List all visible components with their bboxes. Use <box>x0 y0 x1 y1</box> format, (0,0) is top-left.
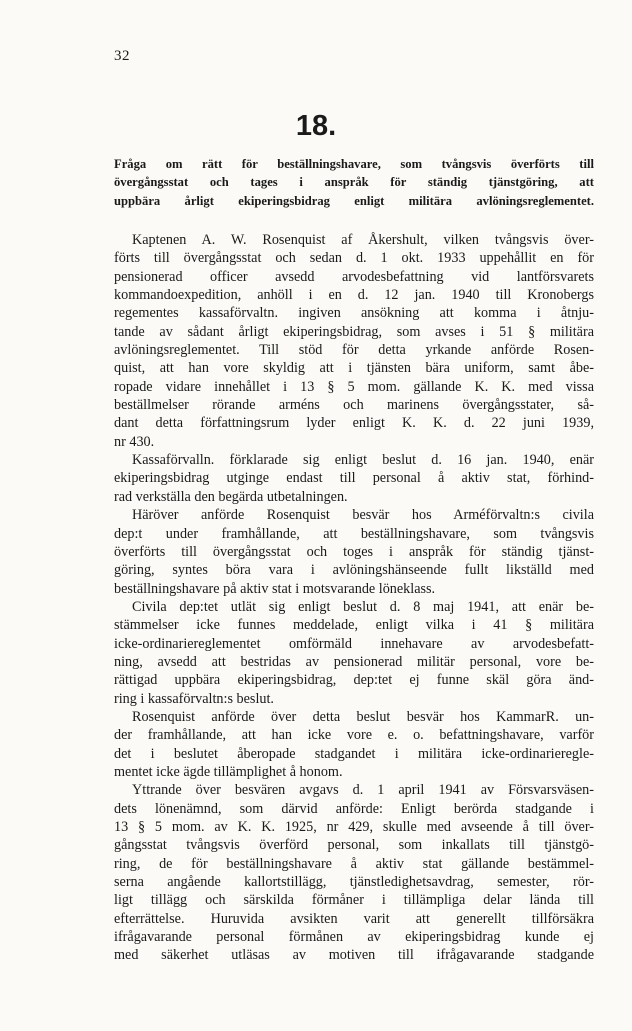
body-line: dant detta författningsrum lyder enligt K. K. d. 22 juni 1939, <box>114 415 594 432</box>
body-text <box>114 231 594 965</box>
body-line: nr 430. <box>114 433 155 450</box>
body-line: dep:t under framhållande, att beställningshavare, som tvångsvis <box>114 525 594 542</box>
body-line: rad verkställa den begärda utbetalningen. <box>114 488 348 505</box>
body-line: ifrågavarande personal förmånen av ekiperingsbidrag kunde ej <box>114 929 594 946</box>
body-line: stämmelser icke funnes meddelade, enligt vilka i 41 § militära <box>114 617 594 634</box>
body-line: kommandoexpedition, anhöll i en d. 12 jan. 1940 till Kronobergs <box>114 287 594 304</box>
body-line: ring, de för beställningshavare å aktiv stat gällande bestämmel- <box>114 855 594 872</box>
body-line: Rosenquist anförde över detta beslut besvär hos KammarR. un- <box>132 708 594 725</box>
body-line: beställningshavare på aktiv stat i motsvarande löneklass. <box>114 580 436 597</box>
body-line: icke-ordinariereglementet omförmäld innehavare av arvodesbefatt- <box>114 635 594 652</box>
body-line: göring, syntes böra vara i avlöningshänseende fullt likställd med <box>114 562 594 579</box>
heading-line: övergångsstat och tages i anspråk för ständig tjänstgöring, att <box>114 175 594 190</box>
body-line: ekiperingsbidrag utginge endast till personal å aktiv stat, förhind- <box>114 470 594 487</box>
body-line: serna angående kallortstillägg, tjänstledighetsavdrag, semester, rör- <box>114 874 594 891</box>
body-line: ropade vidare innehållet i 13 § 5 mom. gällande K. K. med vissa <box>114 378 594 395</box>
body-line: det i beslutet åberopade stadgandet i militära icke-ordinariereglе- <box>114 745 594 762</box>
body-line: mentet icke ägde tillämplighet å honom. <box>114 763 343 780</box>
body-line: med säkerhet utläsas av motiven till ifrågavarande stadgande <box>114 947 594 964</box>
body-line: tande av sådant årligt ekiperingsbidrag, som avses i 51 § militära <box>114 323 594 340</box>
body-line: Yttrande över besvären avgavs d. 1 april 1941 av Försvarsväsen- <box>132 782 594 799</box>
body-line: gångsstat tvångsvis överförd personal, som inkallats till tjänstgö- <box>114 837 594 854</box>
heading-line: Fråga om rätt för beställningshavare, som tvångsvis överförts till <box>114 157 594 171</box>
body-line: ring i kassaförvaltn:s beslut. <box>114 690 274 707</box>
body-line: pensionerad officer avsedd arvodesbefattning vid lantförsvarets <box>114 268 594 285</box>
body-line: ligt tillägg och särskilda förmåner i tillämpliga delar lända till <box>114 892 594 909</box>
body-line: beställmelser rörande arméns och marinens övergångsstater, så- <box>114 397 594 414</box>
body-line: ning, avsedd att bestridas av pensionerad militär personal, vore be- <box>114 653 594 670</box>
page-number: 32 <box>114 48 130 64</box>
body-line: avlöningsreglementet. Till stöd för detta yrkande anförde Rosen- <box>114 342 594 359</box>
body-line: Civila dep:tet utlät sig enligt beslut d. 8 maj 1941, att enär be- <box>132 598 594 615</box>
body-line: förts till övergångsstat och sedan d. 1 okt. 1933 uppehållit en för <box>114 250 594 267</box>
body-line: der framhållande, att han icke vore e. o. befattningshavare, varför <box>114 727 594 744</box>
body-line: 13 § 5 mom. av K. K. 1925, nr 429, skulle med avseende å till över- <box>114 819 594 835</box>
section-heading <box>114 156 594 211</box>
body-line: efterrättelse. Huruvida avsikten varit att generellt tillförsäkra <box>114 910 594 927</box>
body-line: Kassaförvalln. förklarade sig enligt beslut d. 16 jan. 1940, enär <box>132 452 594 469</box>
heading-line: uppbära årligt ekiperingsbidrag enligt militära avlöningsreglementet. <box>114 193 594 208</box>
body-line: rättigad uppbära ekiperingsbidrag, dep:tet ej funne skäl göra änd- <box>114 672 594 689</box>
body-line: överförts till övergångsstat och toges i anspråk för ständig tjänst- <box>114 543 594 560</box>
section-number: 18. <box>295 110 337 142</box>
body-line: Kaptenen A. W. Rosenquist af Åkershult, vilken tvångsvis över- <box>132 232 594 248</box>
body-line: quist, att han vore skyldig att i tjänsten bära uniform, samt åbe- <box>114 360 594 377</box>
body-line: regementes kassaförvaltn. ingiven ansökning att komma i åtnju- <box>114 305 594 322</box>
body-line: Häröver anförde Rosenquist besvär hos Arméförvaltn:s civila <box>132 507 594 524</box>
body-line: dets lönenämnd, som därvid anförde: Enligt berörda stadgande i <box>114 800 594 817</box>
